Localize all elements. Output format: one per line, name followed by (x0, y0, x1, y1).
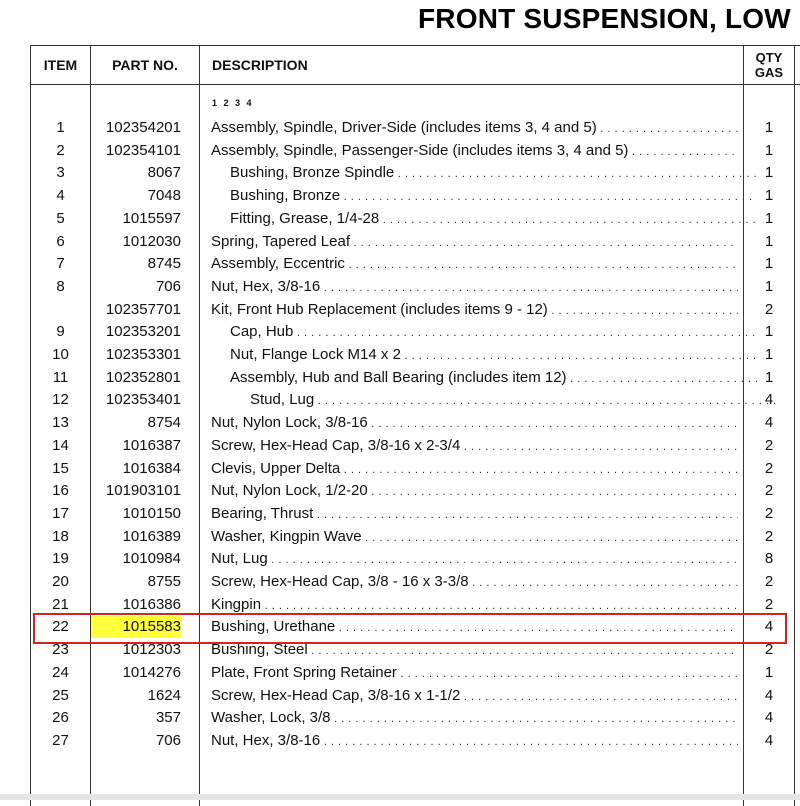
item-number: 27 (52, 731, 69, 749)
part-description: Screw, Hex-Head Cap, 3/8-16 x 2-3/4 . . . (211, 435, 738, 458)
part-quantity: 2 (764, 459, 774, 477)
part-quantity: 1 (764, 164, 774, 182)
part-description: Fitting, Grease, 1/4-28 . . . (211, 208, 757, 231)
part-number: 102354101 (105, 141, 181, 159)
part-number: 706 (155, 277, 181, 295)
part-quantity: 2 (764, 482, 774, 500)
table-row[interactable] (31, 571, 800, 593)
part-quantity: 2 (764, 595, 774, 613)
page-title: FRONT SUSPENSION, LOW (418, 3, 791, 34)
table-row[interactable] (31, 117, 800, 139)
table-row[interactable] (31, 208, 800, 230)
part-number: 1624 (147, 686, 181, 704)
parts-table (30, 45, 800, 806)
item-number: 17 (52, 504, 69, 522)
highlight-box (33, 613, 787, 644)
part-number: 357 (155, 709, 181, 727)
item-number: 7 (56, 255, 65, 273)
part-description: Bushing, Urethane . . . (211, 616, 738, 639)
part-description: Nut, Flange Lock M14 x 2 . . . (211, 344, 757, 367)
item-number: 1 (56, 119, 65, 136)
item-number: 4 (56, 187, 65, 205)
item-number: 23 (52, 641, 69, 659)
header-description: DESCRIPTION (212, 57, 308, 73)
part-number: 1012303 (122, 641, 181, 659)
table-row[interactable] (31, 435, 800, 457)
item-number: 10 (52, 346, 69, 363)
part-number: 1016386 (122, 595, 181, 613)
part-number: 1015597 (122, 209, 181, 227)
part-quantity: 2 (764, 641, 774, 659)
part-description: Plate, Front Spring Retainer . . . (211, 662, 738, 685)
part-quantity: 4 (764, 414, 774, 432)
header-divider (31, 84, 800, 85)
table-row[interactable] (31, 231, 800, 253)
table-row[interactable] (31, 685, 800, 707)
part-quantity: 2 (764, 436, 774, 454)
part-quantity: 1 (764, 232, 774, 250)
part-quantity: 4 (764, 709, 774, 727)
part-description: Bushing, Bronze Spindle . . . (211, 162, 757, 185)
header-item: ITEM (43, 57, 78, 73)
part-description: Screw, Hex-Head Cap, 3/8 - 16 x 3-3/8 . . . (211, 571, 738, 594)
header-qty-gas (744, 50, 794, 80)
part-quantity: 1 (764, 346, 774, 363)
part-description: Washer, Kingpin Wave . . . (211, 526, 738, 549)
part-quantity: 1 (764, 323, 774, 341)
part-quantity: 1 (764, 255, 774, 273)
table-row[interactable] (31, 344, 800, 366)
item-number: 2 (56, 141, 65, 159)
table-row[interactable] (31, 412, 800, 434)
part-number: 1015583 (91, 616, 181, 638)
item-number: 16 (52, 482, 69, 500)
part-quantity: 1 (764, 368, 774, 386)
part-description: Nut, Hex, 3/8-16 . . . (211, 276, 738, 299)
item-number: 14 (52, 436, 69, 454)
part-description: Bearing, Thrust . . . (211, 503, 738, 526)
item-number: 11 (52, 368, 69, 386)
table-row[interactable] (31, 253, 800, 275)
part-quantity: 4 (764, 618, 774, 636)
part-description: Clevis, Upper Delta . . . (211, 458, 738, 481)
part-number: 101903101 (105, 482, 181, 500)
table-row[interactable] (31, 299, 800, 321)
table-row[interactable] (31, 162, 800, 184)
table-row[interactable] (31, 140, 800, 162)
part-number: 1016389 (122, 527, 181, 545)
part-number: 102357701 (105, 300, 181, 318)
item-number: 12 (52, 391, 69, 409)
part-description: Assembly, Eccentric . . . (211, 253, 738, 276)
part-number: 102354201 (105, 119, 181, 136)
part-number: 1016384 (122, 459, 181, 477)
part-description: Assembly, Hub and Ball Bearing (includes item 12) . . . (211, 367, 757, 390)
item-number: 26 (52, 709, 69, 727)
item-number: 24 (52, 663, 69, 681)
header-qty: QTY (755, 50, 783, 65)
table-row[interactable] (31, 503, 800, 525)
indent-level-guide: 1 2 3 4 (212, 98, 252, 108)
part-description: Spring, Tapered Leaf . . . (211, 231, 738, 254)
part-description: Cap, Hub . . . (211, 321, 757, 344)
part-description: Nut, Nylon Lock, 1/2-20 . . . (211, 480, 738, 503)
item-number: 18 (52, 527, 69, 545)
part-quantity: 2 (764, 527, 774, 545)
part-number: 1016387 (122, 436, 181, 454)
item-number: 8 (56, 277, 65, 295)
item-number: 6 (56, 232, 65, 250)
part-description: Nut, Lug . . . (211, 548, 738, 571)
table-row[interactable] (31, 367, 800, 389)
part-description: Nut, Hex, 3/8-16 . . . (211, 730, 738, 753)
table-row[interactable] (31, 730, 800, 752)
part-description: Washer, Lock, 3/8 . . . (211, 707, 738, 730)
header-gas: GAS (754, 65, 784, 80)
item-number: 15 (52, 459, 69, 477)
part-quantity: 2 (764, 504, 774, 522)
part-quantity: 1 (764, 277, 774, 295)
table-row[interactable] (31, 526, 800, 548)
item-number: 3 (56, 164, 65, 182)
table-row[interactable] (31, 276, 800, 298)
part-number: 706 (155, 731, 181, 749)
part-description: Stud, Lug . . . (211, 389, 777, 412)
table-row[interactable] (31, 321, 800, 343)
part-quantity: 1 (764, 209, 774, 227)
part-description: Bushing, Steel . . . (211, 639, 738, 662)
part-number: 1012030 (122, 232, 181, 250)
part-quantity: 2 (764, 300, 774, 318)
part-quantity: 4 (764, 391, 774, 409)
part-description: Bushing, Bronze . . . (211, 185, 757, 208)
part-number: 102353401 (105, 391, 181, 409)
table-row[interactable] (31, 662, 800, 684)
part-quantity: 4 (764, 686, 774, 704)
part-quantity: 2 (764, 573, 774, 590)
part-quantity: 8 (764, 550, 774, 568)
part-number: 8067 (147, 164, 181, 182)
header-part-no: PART NO. (112, 57, 178, 73)
part-description: Screw, Hex-Head Cap, 3/8-16 x 1-1/2 . . . (211, 685, 738, 708)
table-row[interactable] (31, 480, 800, 502)
item-number: 9 (56, 323, 65, 341)
item-number: 13 (52, 414, 69, 432)
table-row[interactable] (31, 389, 800, 411)
part-quantity: 1 (764, 119, 774, 136)
part-description: Assembly, Spindle, Driver-Side (includes items 3, 4 and 5) . . . (211, 117, 738, 140)
part-quantity: 1 (764, 141, 774, 159)
part-description: Nut, Nylon Lock, 3/8-16 . . . (211, 412, 738, 435)
item-number: 22 (52, 618, 69, 636)
part-number: 102353301 (105, 346, 181, 363)
part-number: 8754 (147, 414, 181, 432)
part-description: Assembly, Spindle, Passenger-Side (includes items 3, 4 and 5) . . . (211, 140, 738, 163)
table-row[interactable] (31, 185, 800, 207)
table-row[interactable] (31, 458, 800, 480)
part-number: 1014276 (122, 663, 181, 681)
item-number: 21 (52, 595, 69, 613)
part-quantity: 4 (764, 731, 774, 749)
part-number: 102353201 (105, 323, 181, 341)
part-number: 8755 (147, 573, 181, 590)
item-number: 5 (56, 209, 65, 227)
part-number: 1010984 (122, 550, 181, 568)
part-number: 8745 (147, 255, 181, 273)
part-description: Kingpin . . . (211, 594, 738, 617)
part-number: 1010150 (122, 504, 181, 522)
part-quantity: 1 (764, 663, 774, 681)
table-row[interactable] (31, 548, 800, 570)
table-row[interactable] (31, 707, 800, 729)
item-number: 20 (52, 573, 69, 590)
horizontal-scrollbar[interactable] (0, 794, 800, 800)
part-number: 7048 (147, 187, 181, 205)
item-number: 25 (52, 686, 69, 704)
part-description: Kit, Front Hub Replacement (includes items 9 - 12) . . . (211, 299, 738, 322)
part-quantity: 1 (764, 187, 774, 205)
item-number: 19 (52, 550, 69, 568)
part-number: 102352801 (105, 368, 181, 386)
